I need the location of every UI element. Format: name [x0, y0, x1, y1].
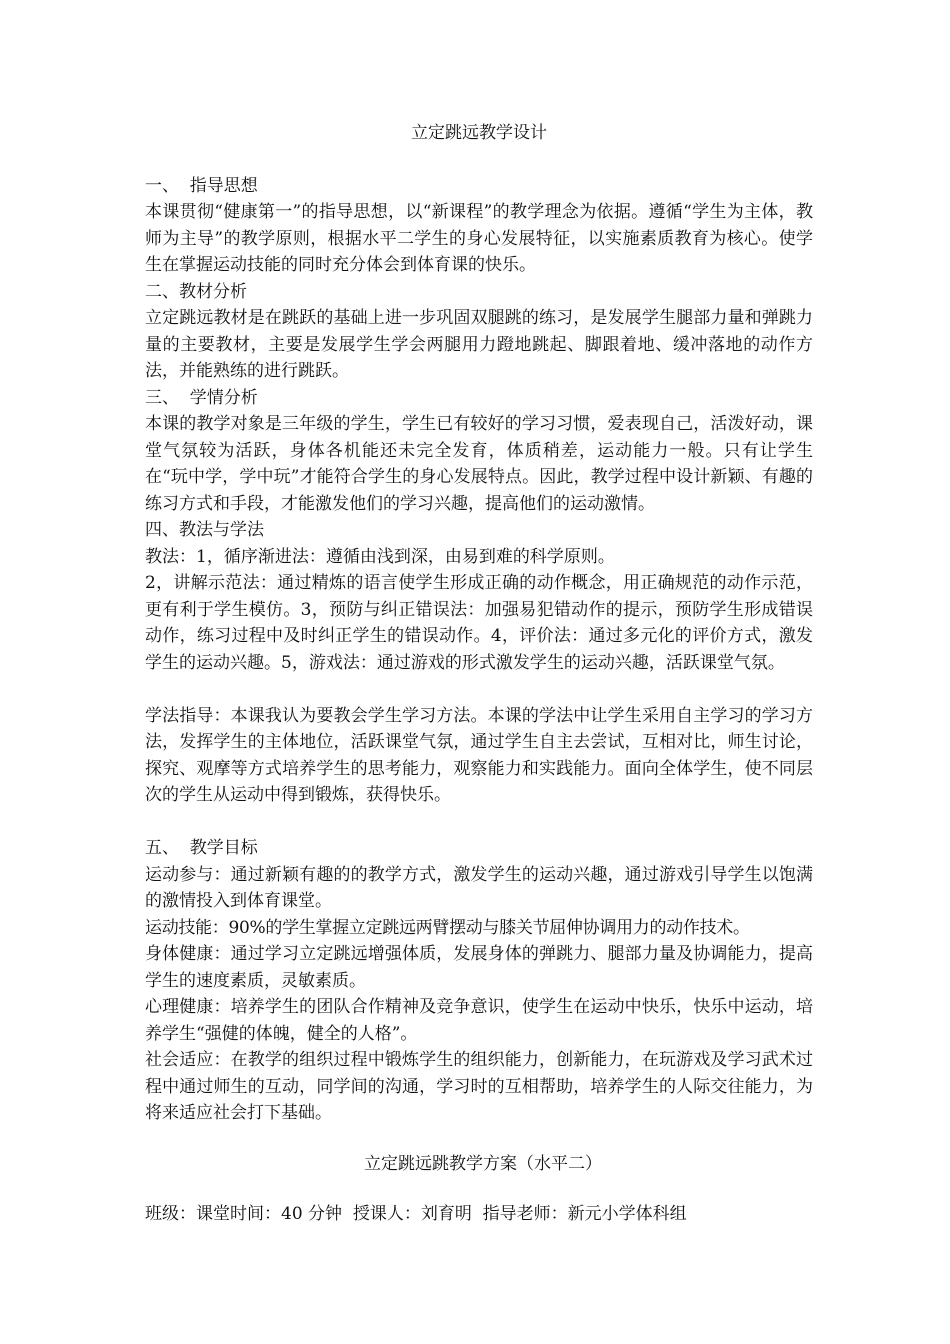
section-heading-material-analysis: 二、教材分析 — [145, 281, 247, 302]
section-heading-teaching-goals: 五、 教学目标 — [145, 838, 258, 858]
spacer — [145, 676, 813, 703]
spacer — [145, 809, 813, 836]
goal-physical-health: 身体健康：通过学习立定跳远增强体质，发展身体的弹跳力、腿部力量及协调能力，提高学生的速度素质，灵敏素质。 — [145, 944, 813, 991]
spacer — [145, 1127, 813, 1151]
goal-sport-participation: 运动参与：通过新颖有趣的的教学方式，激发学生的运动兴趣，通过游戏引导学生以饱满的激情投入到体育课堂。 — [145, 864, 813, 911]
plan-title: 立定跳远跳教学方案（水平二） — [364, 1153, 602, 1174]
section-heading-guiding-ideology: 一、 指导思想 — [145, 175, 258, 196]
goal-social-adaptation: 社会适应：在教学的组织过程中锻炼学生的组织能力，创新能力，在玩游戏及学习武术过程中通过师生的互动，同学间的沟通，学习时的互相帮助，培养学生的人际交往能力，为将来适应社会打下基础。 — [145, 1050, 813, 1123]
section-heading-methods: 四、教法与学法 — [145, 520, 264, 540]
plan-info-line: 班级：课堂时间：40 分钟 授课人：刘育明 指导老师：新元小学体科组 — [145, 1204, 687, 1224]
goal-mental-health: 心理健康：培养学生的团队合作精神及竞争意识，使学生在运动中快乐，快乐中运动，培养学生“强健的体魄，健全的人格”。 — [145, 997, 813, 1044]
goal-sport-skill: 运动技能：90%的学生掌握立定跳远两臂摆动与膝关节屈伸协调用力的动作技术。 — [145, 917, 750, 938]
spacer — [145, 1177, 813, 1201]
section-body-material-analysis: 立定跳远教材是在跳跃的基础上进一步巩固双腿跳的练习，是发展学生腿部力量和弹跳力量的主要教材，主要是发展学生学会两腿用力蹬地跳起、脚跟着地、缓冲落地的动作方法，并能熟练的进行跳跃。 — [145, 308, 813, 381]
teaching-methods-body: 2，讲解示范法：通过精炼的语言使学生形成正确的动作概念，用正确规范的动作示范，更有利于学生模仿。3，预防与纠正错误法：加强易犯错动作的提示，预防学生形成错误动作，练习过程中及时纠正学生的错误动作。4，评价法：通过多元化的评价方式，激发学生的运动兴趣。5，游戏法：通过游戏的形式激发学生的运动兴趣，活跃课堂气氛。 — [145, 573, 813, 673]
section-body-guiding-ideology: 本课贯彻“健康第一”的指导思想，以“新课程”的教学理念为依据。遵循“学生为主体，教师为主导”的教学原则，根据水平二学生的身心发展特征，以实施素质教育为核心。使学生在掌握运动技能的同时充分体会到体育课的快乐。 — [145, 202, 813, 275]
section-heading-learner-analysis: 三、 学情分析 — [145, 387, 258, 408]
study-guidance-body: 学法指导：本课我认为要教会学生学习方法。本课的学法中让学生采用自主学习的学习方法，发挥学生的主体地位，活跃课堂气氛，通过学生自主去尝试，互相对比，师生讨论，探究、观摩等方式培养学生的思考能力，观察能力和实践能力。面向全体学生，使不同层次的学生从运动中得到锻炼，获得快乐。 — [145, 705, 813, 805]
spacer — [145, 147, 813, 173]
section-body-learner-analysis: 本课的教学对象是三年级的学生，学生已有较好的学习习惯，爱表现自己，活泼好动，课堂气氛较为活跃，身体各机能还未完全发育，体质稍差，运动能力一般。只有让学生在“玩中学，学中玩”才能符合学生的身心发展特点。因此，教学过程中设计新颖、有趣的练习方式和手段，才能激发他们的学习兴趣，提高他们的运动激情。 — [145, 414, 813, 514]
document-title: 立定跳远教学设计 — [411, 123, 547, 143]
teaching-methods-line1: 教法：1，循序渐进法：遵循由浅到深，由易到难的科学原则。 — [145, 546, 615, 567]
document-page — [145, 120, 813, 1228]
